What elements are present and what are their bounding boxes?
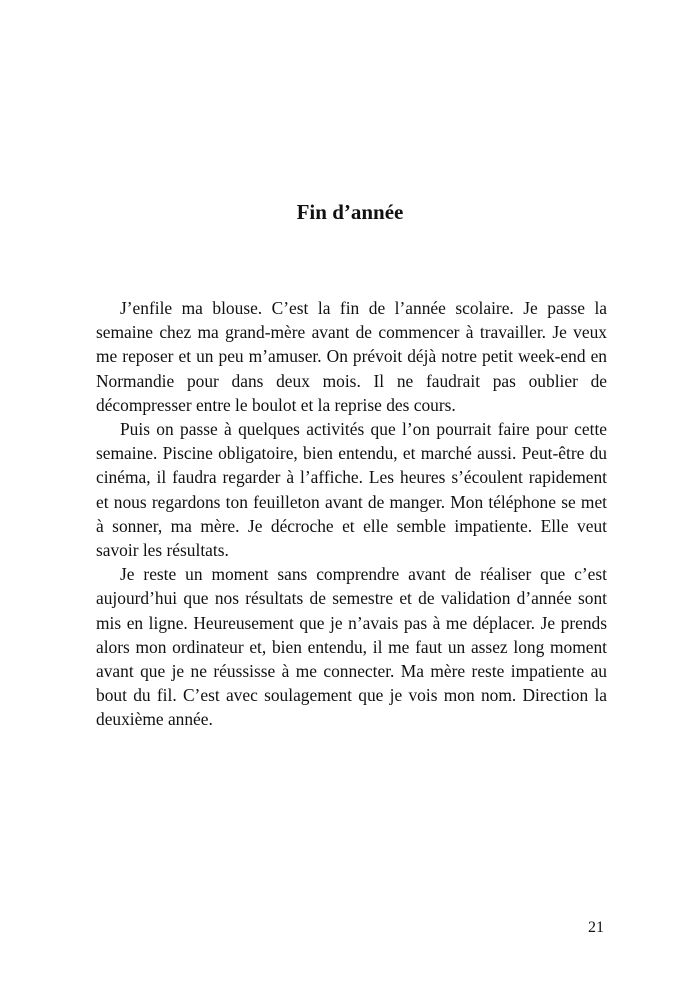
chapter-title: Fin d’année — [296, 200, 404, 224]
paragraph: Je reste un moment sans comprendre avant de réaliser que c’est aujourd’hui que nos résultats de semestre et de validation d’année sont mis en ligne. Heureusement que je n’avais pas à me déplacer. Je prends alors mon ordinateur et, bien entendu, il me faut un assez long moment avant que je ne réussisse à me connecter. Ma mère reste impatiente au bout du fil. C’est avec soulagement que je vois mon nom. Direction la deuxième année. — [96, 564, 607, 730]
paragraph: J’enfile ma blouse. C’est la fin de l’année scolaire. Je passe la semaine chez ma grand-mère avant de commencer à travailler. Je veux me reposer et un peu m’amuser. On prévoit déjà notre petit week-end en Normandie pour dans deux mois. Il ne faudrait pas oublier de décompresser entre le boulot et la reprise des cours. — [96, 298, 607, 415]
page-number: 21 — [588, 919, 604, 936]
body-text — [96, 296, 607, 732]
paragraph: Puis on passe à quelques activités que l’on pourrait faire pour cette semaine. Piscine obligatoire, bien entendu, et marché aussi. Peut-être du cinéma, il faudra regarder à l’affiche. Les heures s’écoulent rapidement et nous regardons ton feuilleton avant de manger. Mon téléphone se met à sonner, ma mère. Je décroche et elle semble impatiente. Elle veut savoir les résultats. — [96, 419, 607, 561]
